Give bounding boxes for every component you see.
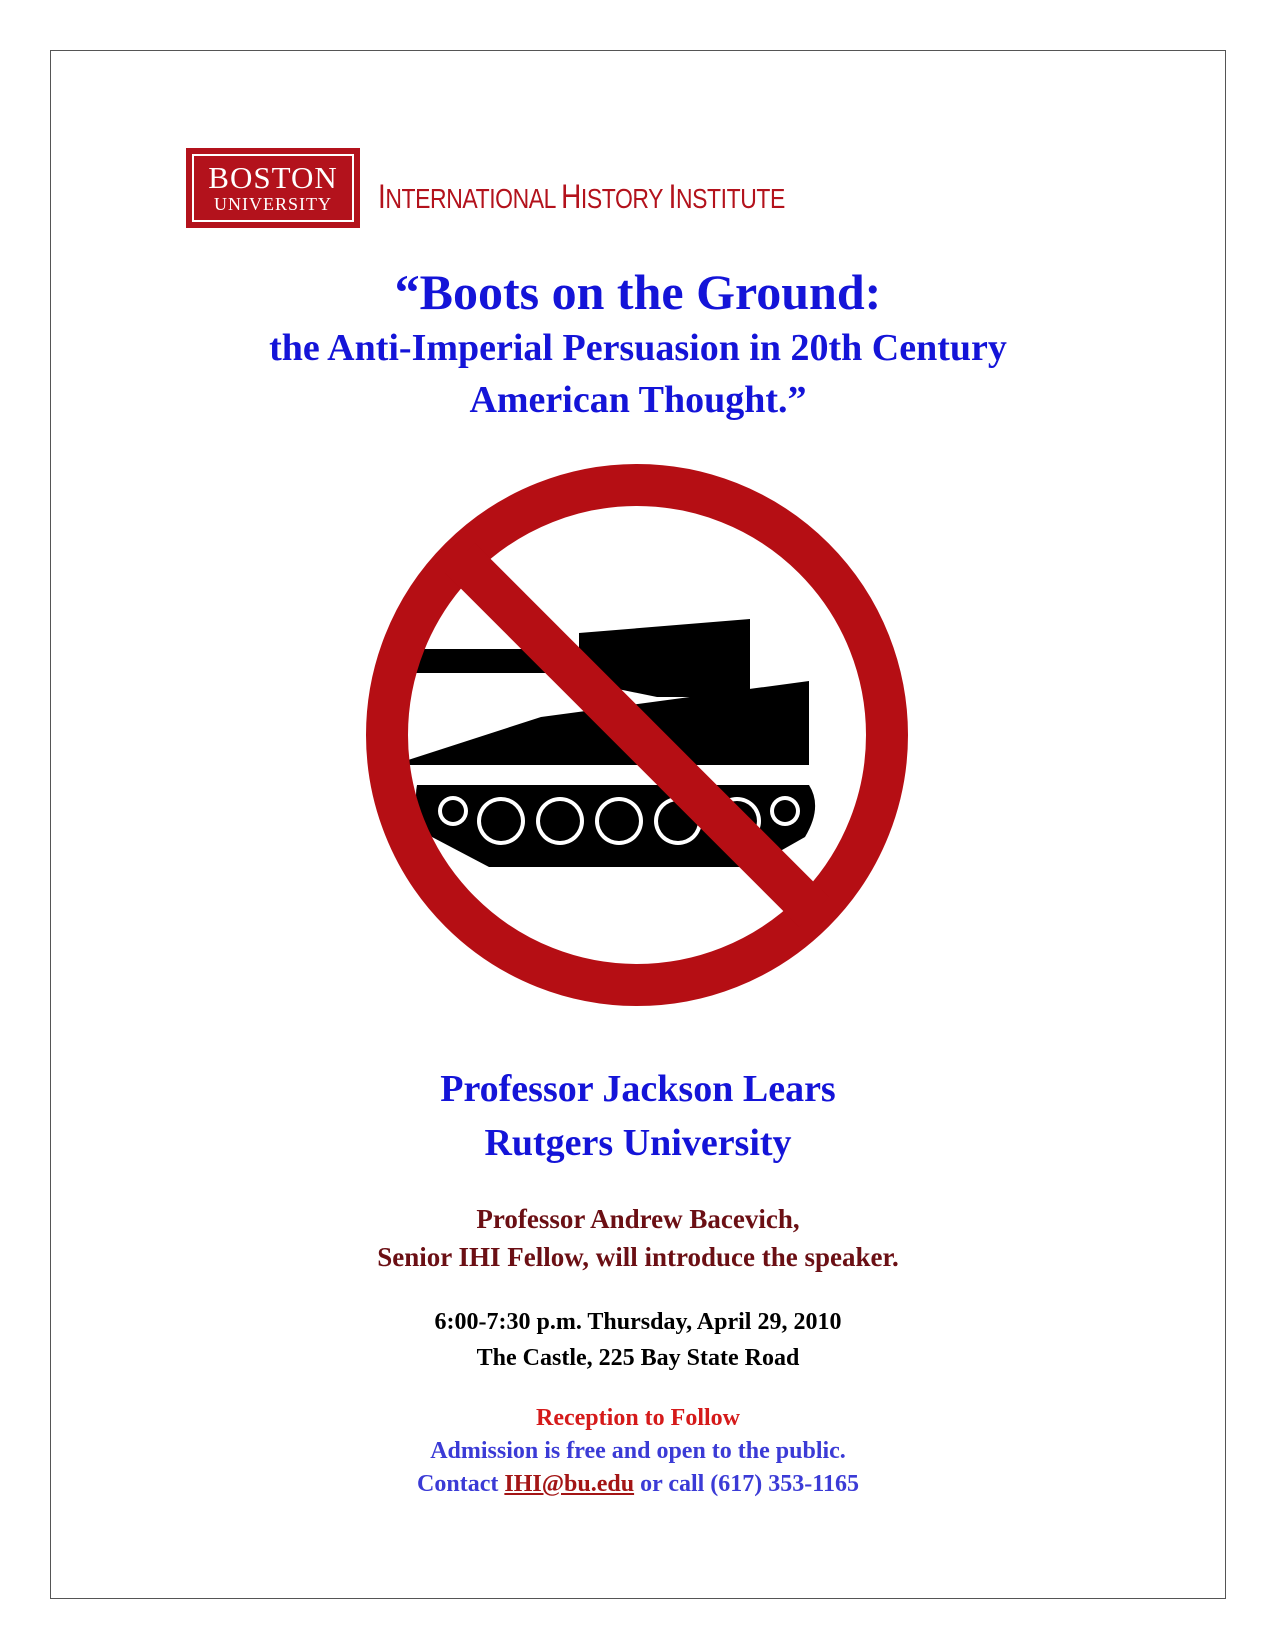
institute-name-text: INTERNATIONAL HISTORY INSTITUTE [378,177,785,216]
speaker-info [50,1062,1226,1170]
admission-note: Admission is free and open to the public. [430,1438,846,1464]
logo-line-university: UNIVERSITY [214,194,332,214]
no-tank-prohibition-icon [357,455,917,1015]
contact-suffix: or call (617) 353-1165 [634,1471,859,1497]
title-line-1: “Boots on the Ground: [394,264,882,320]
event-title [50,262,1226,426]
footer [50,1402,1226,1501]
introduction-line: Senior IHI Fellow, will introduce the speaker. [377,1242,899,1272]
contact-line [50,1468,1226,1501]
contact-prefix: Contact [417,1471,505,1497]
institute-name [378,178,785,217]
event-details [50,1304,1226,1376]
speaker-name: Professor Jackson Lears [440,1068,836,1110]
event-time-date: 6:00-7:30 p.m. Thursday, April 29, 2010 [434,1309,842,1335]
title-line-2: the Anti-Imperial Persuasion in 20th Century [269,327,1007,369]
event-location: The Castle, 225 Bay State Road [476,1345,800,1371]
header [186,148,874,228]
speaker-affiliation: Rutgers University [484,1122,792,1164]
email-link[interactable]: IHI@bu.edu [504,1471,635,1497]
title-line-3: American Thought.” [469,379,807,421]
boston-university-logo [186,148,360,228]
introduction-info [50,1200,1226,1276]
logo-line-boston: BOSTON [208,160,338,195]
reception-note: Reception to Follow [536,1405,740,1431]
prohibition-ring [387,485,887,985]
introducer-line: Professor Andrew Bacevich, [476,1204,800,1234]
